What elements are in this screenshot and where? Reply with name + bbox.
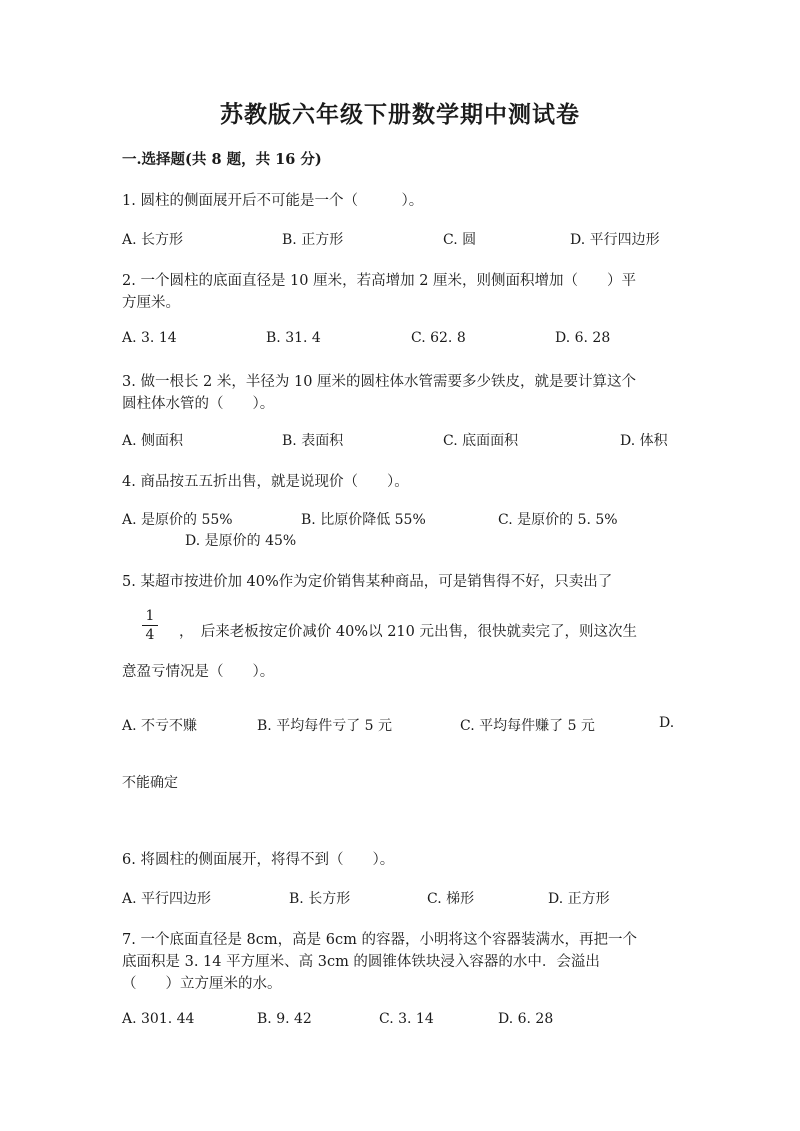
question-1: 1. 圆柱的侧面展开后不可能是一个（ ）。 xyxy=(122,193,424,209)
question-2-line-2: 方厘米。 xyxy=(122,295,180,311)
q7-option-a: A. 301. 44 xyxy=(122,1011,195,1027)
q2-option-d: D. 6. 28 xyxy=(555,330,611,346)
q1-option-c: C. 圆 xyxy=(443,232,477,248)
q5-option-a: A. 不亏不赚 xyxy=(122,718,198,734)
q1-option-a: A. 长方形 xyxy=(122,232,184,248)
q6-option-b: B. 长方形 xyxy=(289,891,351,907)
q6-option-c: C. 梯形 xyxy=(427,891,475,907)
q5-option-c: C. 平均每件赚了 5 元 xyxy=(460,718,595,734)
question-5-line-1: 5. 某超市按进价加 40%作为定价销售某种商品，可是销售得不好，只卖出了 xyxy=(122,574,613,590)
question-5-line-2: ， 后来老板按定价减价 40%以 210 元出售，很快就卖完了，则这次生 xyxy=(179,624,637,640)
q5-option-b: B. 平均每件亏了 5 元 xyxy=(257,718,392,734)
q2-option-c: C. 62. 8 xyxy=(411,330,466,346)
fraction-denominator: 4 xyxy=(145,627,155,643)
question-7-line-2: 底面积是 3. 14 平方厘米、高 3cm 的圆锥体铁块浸入容器的水中．会溢出 xyxy=(122,954,600,970)
question-6: 6. 将圆柱的侧面展开，将得不到（ ）。 xyxy=(122,852,395,868)
q1-option-b: B. 正方形 xyxy=(282,232,344,248)
q3-option-a: A. 侧面积 xyxy=(122,433,184,449)
question-3-line-2: 圆柱体水管的（ ）。 xyxy=(122,396,275,412)
section-heading: 一.选择题(共 8 题，共 16 分) xyxy=(122,151,322,168)
q4-option-a: A. 是原价的 55% xyxy=(122,512,233,528)
q3-option-c: C. 底面面积 xyxy=(443,433,519,449)
q1-option-d: D. 平行四边形 xyxy=(570,232,660,248)
question-3-line-1: 3. 做一根长 2 米，半径为 10 厘米的圆柱体水管需要多少铁皮，就是要计算这个 xyxy=(122,374,637,390)
q4-option-d: D. 是原价的 45% xyxy=(185,533,297,549)
q7-option-d: D. 6. 28 xyxy=(498,1011,554,1027)
q3-option-d: D. 体积 xyxy=(620,433,668,449)
q2-option-a: A. 3. 14 xyxy=(122,330,177,346)
question-5-line-3: 意盈亏情况是（ ）。 xyxy=(122,664,275,680)
q7-option-b: B. 9. 42 xyxy=(257,1011,312,1027)
q2-option-b: B. 31. 4 xyxy=(266,330,321,346)
question-7-line-1: 7. 一个底面直径是 8cm，高是 6cm 的容器，小明将这个容器装满水，再把一个 xyxy=(122,932,637,948)
question-7-line-3: （ ）立方厘米的水。 xyxy=(122,976,282,992)
q6-option-a: A. 平行四边形 xyxy=(122,891,212,907)
question-2-line-1: 2. 一个圆柱的底面直径是 10 厘米，若高增加 2 厘米，则侧面积增加（ ）平 xyxy=(122,273,637,289)
q7-option-c: C. 3. 14 xyxy=(379,1011,434,1027)
q6-option-d: D. 正方形 xyxy=(548,891,610,907)
question-4: 4. 商品按五五折出售，就是说现价（ ）。 xyxy=(122,474,409,490)
q4-option-b: B. 比原价降低 55% xyxy=(301,512,426,528)
q3-option-b: B. 表面积 xyxy=(282,433,344,449)
q4-option-c: C. 是原价的 5. 5% xyxy=(498,512,618,528)
fraction-numerator: 1 xyxy=(145,608,155,624)
q5-option-d: D. xyxy=(659,715,675,731)
page-title: 苏教版六年级下册数学期中测试卷 xyxy=(220,101,580,128)
fraction xyxy=(141,607,159,644)
q5-option-d-text: 不能确定 xyxy=(122,775,178,791)
